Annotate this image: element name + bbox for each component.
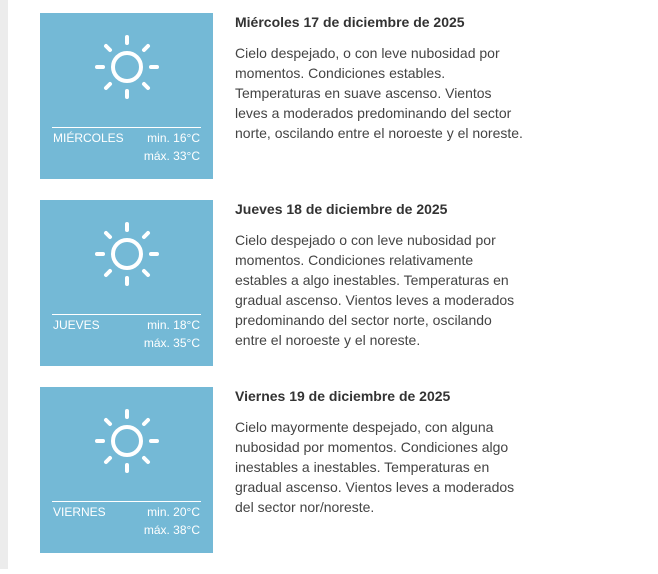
forecast-description: Cielo mayormente despejado, con alguna nubosidad por momentos. Condiciones algo inestables a inestables. Temperaturas en gradual ascenso. Vientos leves a moderados del sector nor/noreste.	[235, 419, 515, 515]
min-temperature: min. 20°C	[147, 505, 200, 519]
forecast-day-row	[40, 13, 640, 179]
forecast-date-heading: Jueves 18 de diciembre de 2025	[235, 201, 448, 217]
sun-icon	[93, 33, 161, 101]
forecast-day-card	[40, 200, 213, 366]
page-left-border	[0, 0, 8, 569]
weekday-label: JUEVES	[53, 318, 100, 332]
sun-icon	[93, 407, 161, 475]
sun-icon	[93, 220, 161, 288]
max-temperature: máx. 38°C	[143, 523, 200, 537]
card-divider	[52, 127, 201, 128]
forecast-day-card	[40, 387, 213, 553]
weekday-label: MIÉRCOLES	[53, 131, 124, 145]
min-temperature: min. 16°C	[147, 131, 200, 145]
forecast-day-text	[235, 200, 525, 350]
max-temperature: máx. 33°C	[143, 149, 200, 163]
forecast-day-row	[40, 200, 640, 366]
weekday-label: VIERNES	[53, 505, 106, 519]
max-temperature: máx. 35°C	[143, 336, 200, 350]
forecast-day-card	[40, 13, 213, 179]
card-divider	[52, 501, 201, 502]
card-divider	[52, 314, 201, 315]
forecast-description: Cielo despejado, o con leve nubosidad por momentos. Condiciones estables. Temperaturas en suave ascenso. Vientos leves a moderados predominando del sector norte, oscilando entre el noroeste y el noreste.	[235, 45, 523, 141]
min-temperature: min. 18°C	[147, 318, 200, 332]
forecast-day-text	[235, 13, 525, 143]
forecast-day-text	[235, 387, 525, 517]
forecast-description: Cielo despejado o con leve nubosidad por momentos. Condiciones relativamente estables a algo inestables. Temperaturas en gradual ascenso. Vientos leves a moderados predominando del sector norte, oscilando entre el noroeste y el noreste.	[235, 232, 515, 348]
forecast-list	[40, 13, 640, 574]
forecast-date-heading: Miércoles 17 de diciembre de 2025	[235, 14, 465, 30]
forecast-date-heading: Viernes 19 de diciembre de 2025	[235, 388, 451, 404]
forecast-day-row	[40, 387, 640, 553]
